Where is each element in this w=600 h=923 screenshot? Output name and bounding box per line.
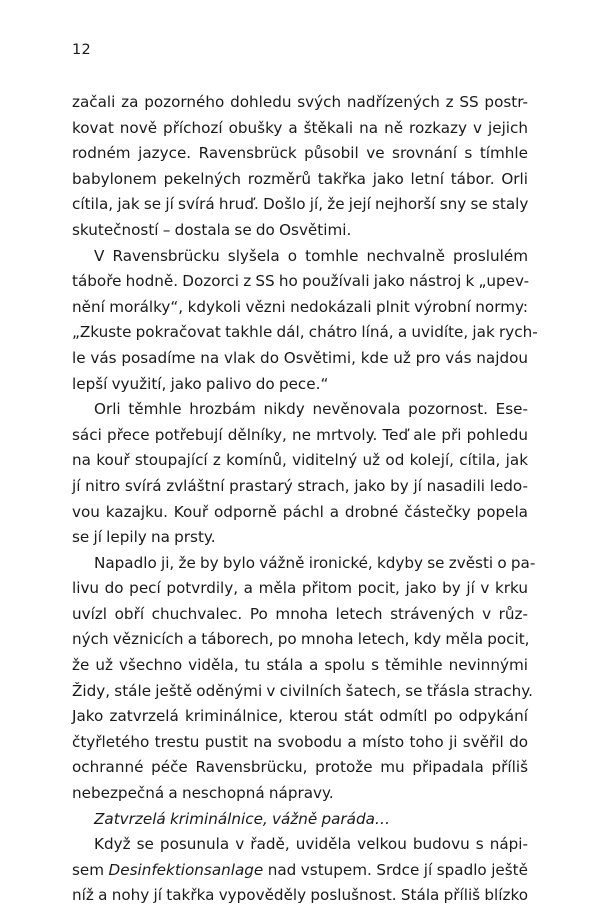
text-line — [72, 423, 528, 449]
text-run: sáci přece potřebují dělníky, ne mrtvoly. Teď ale při pohledu — [72, 425, 528, 444]
text-run: „Zkuste pokračovat takhle dál, chátro líná, a uvidíte, jak rych- — [72, 323, 538, 342]
text-line — [72, 141, 528, 167]
text-run: Když se posunula v řadě, uviděla velkou budovu s nápi- — [94, 835, 528, 854]
text-line — [72, 755, 528, 781]
text-line — [72, 858, 528, 884]
text-run: začali za pozorného dohledu svých nadřízených z SS postr- — [72, 93, 528, 111]
text-run: Jako zatvrzelá kriminálnice, kterou stát odmítl po odpykání — [72, 707, 528, 726]
text-run: le vás posadíme na vlak do Osvětimi, kde už pro vás najdou — [72, 348, 528, 367]
text-run: jí nitro svírá zvláštní prastarý strach, jako by jí nasadili ledo- — [72, 476, 528, 495]
text-run: uvízl obří chuchvalec. Po mnoha letech strávených v růz- — [72, 604, 528, 623]
text-line — [72, 218, 528, 244]
text-line — [72, 192, 528, 218]
text-run: cítila, jak se jí svírá hruď. Došlo jí, že její nejhorší sny se staly — [72, 195, 529, 214]
text-line — [72, 167, 528, 193]
text-run: nebezpečná a neschopná nápravy. — [72, 784, 334, 803]
text-line — [72, 116, 528, 142]
page-number: 12 — [72, 42, 92, 58]
text-run: livu do pecí potvrdily, a měla přitom pocit, jako by jí v krku — [72, 579, 528, 598]
text-run: sem — [72, 860, 109, 879]
italic-text: Desinfektionsanlage — [108, 860, 264, 879]
text-run: níž a nohy jí takřka vypověděly poslušnost. Stála příliš blízko — [72, 886, 528, 905]
text-line — [72, 448, 528, 474]
text-line — [72, 397, 528, 423]
text-run: ných věznicích a táborech, po mnoha letech, kdy měla pocit, — [72, 630, 530, 649]
text-run: táboře hodně. Dozorci z SS ho používali jako nástroj k „upev- — [72, 272, 530, 291]
text-line — [72, 269, 528, 295]
text-run: se jí lepily na prsty. — [72, 528, 216, 547]
text-line — [72, 525, 528, 551]
text-line — [72, 90, 528, 116]
text-run: kovat nově příchozí obušky a štěkali na ně rozkazy v jejich — [72, 118, 528, 137]
text-run: na kouř stoupající z komínů, viditelný už od kolejí, cítila, jak — [72, 451, 528, 470]
text-line — [72, 627, 528, 653]
text-line — [72, 781, 528, 807]
text-line — [72, 832, 528, 858]
text-run: rodném jazyce. Ravensbrück působil ve srovnání s tímhle — [72, 144, 528, 163]
text-line — [72, 372, 528, 398]
text-run: V Ravensbrücku slyšela o tomhle nechvalně proslulém — [94, 246, 528, 265]
text-run: vou kazajku. Kouř odporně páchl a drobné částečky popela — [72, 502, 528, 521]
body-text — [72, 90, 538, 909]
text-line — [72, 602, 528, 628]
text-line — [72, 244, 528, 270]
text-line — [72, 320, 538, 346]
text-run: čtyřletého trestu pustit na svobodu a místo toho ji svěřil do — [72, 732, 528, 751]
text-line — [72, 576, 528, 602]
text-line — [72, 474, 528, 500]
text-run: nad vstupem. Srdce jí spadlo ještě — [263, 860, 528, 879]
text-line — [72, 679, 533, 705]
italic-text: Zatvrzelá kriminálnice, vážně paráda… — [94, 809, 391, 828]
text-run: skutečností – dostala se do Osvětimi. — [72, 220, 352, 239]
text-line — [72, 653, 528, 679]
text-run: Židy, stále ještě oděnými v civilních šatech, se třásla strachy. — [72, 681, 533, 700]
text-line — [72, 346, 528, 372]
text-line — [72, 807, 528, 833]
text-line — [72, 704, 528, 730]
text-run: Napadlo ji, že by bylo vážně ironické, kdyby se zvěsti o pa- — [94, 553, 536, 572]
text-line — [72, 883, 528, 909]
text-run: babylonem pekelných rozměrů takřka jako letní tábor. Orli — [72, 169, 528, 188]
text-run: Orli těmhle hrozbám nikdy nevěnovala pozornost. Ese- — [94, 400, 528, 419]
text-line — [72, 551, 536, 577]
text-line — [72, 295, 528, 321]
text-run: lepší využití, jako palivo do pece.“ — [72, 374, 329, 393]
text-run: ochranné péče Ravensbrücku, protože mu připadala příliš — [72, 758, 528, 777]
text-line — [72, 730, 528, 756]
text-run: že už všechno viděla, tu stála a spolu s těmihle nevinnými — [72, 656, 528, 675]
text-run: nění morálky“, kdykoli vězni nedokázali plnit výrobní normy: — [72, 297, 528, 316]
text-line — [72, 500, 528, 526]
